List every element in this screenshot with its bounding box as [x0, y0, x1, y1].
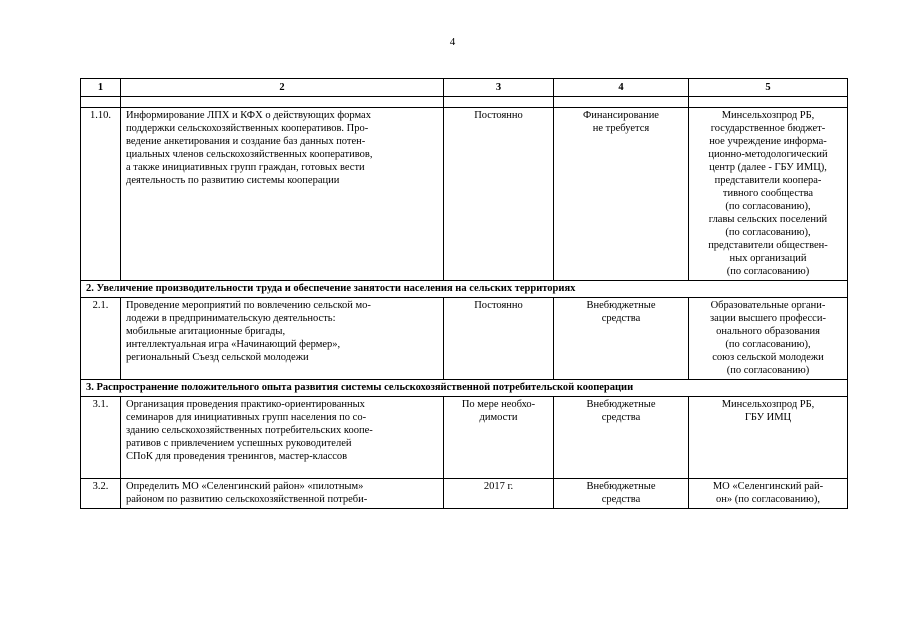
section-heading — [81, 380, 848, 397]
row-term: Постоянно — [444, 108, 554, 281]
row-number: 3.1. — [81, 397, 121, 479]
activities-table — [80, 78, 848, 509]
header-col-2: 2 — [121, 79, 444, 97]
row-term: По мере необхо- димости — [444, 397, 554, 479]
table-row — [81, 397, 848, 479]
row-number: 1.10. — [81, 108, 121, 281]
row-number: 2.1. — [81, 298, 121, 380]
table-header-row — [81, 79, 848, 97]
row-number: 3.2. — [81, 479, 121, 509]
section-heading — [81, 281, 848, 298]
row-description: Информирование ЛПХ и КФХ о действующих формах поддержки сельскохозяйственных кооперативов. Про- ведение анкетирования и создание баз данных потен- циальных членов сельскохозяйственных кооперативов, а также инициативных групп граждан, готовых вести деятельность по развитию системы кооперации — [121, 108, 444, 281]
header-col-3: 3 — [444, 79, 554, 97]
table-row — [81, 298, 848, 380]
row-financing: Финансирование не требуется — [554, 108, 689, 281]
header-col-5: 5 — [689, 79, 848, 97]
table-row — [81, 479, 848, 509]
spacer-row — [81, 97, 848, 108]
row-financing: Внебюджетные средства — [554, 298, 689, 380]
section-3-title: 3. Распространение положительного опыта развития системы сельскохозяйственной потребительской кооперации — [81, 380, 848, 397]
row-description: Проведение мероприятий по вовлечению сельской мо- лодежи в предпринимательскую деятельность: мобильные агитационные бригады, интеллектуальная игра «Начинающий фермер», региональный Съезд сельской молодежи — [121, 298, 444, 380]
row-description: Организация проведения практико-ориентированных семинаров для инициативных групп населения по со- зданию сельскохозяйственных потребительских коопе- ративов с привлечением успешных руководителей СПоК для проведения тренингов, мастер-классов — [121, 397, 444, 479]
row-financing: Внебюджетные средства — [554, 479, 689, 509]
row-term: 2017 г. — [444, 479, 554, 509]
row-financing: Внебюджетные средства — [554, 397, 689, 479]
row-executors: Минсельхозпрод РБ, государственное бюджет- ное учреждение информа- ционно-методологический центр (далее - ГБУ ИМЦ), представители коопера- тивного сообщества (по согласованию), главы сельских поселений (по согласованию), представители обществен- ных организаций (по согласованию) — [689, 108, 848, 281]
page-number: 4 — [449, 36, 456, 48]
header-col-1: 1 — [81, 79, 121, 97]
row-term: Постоянно — [444, 298, 554, 380]
row-executors: Минсельхозпрод РБ, ГБУ ИМЦ — [689, 397, 848, 479]
row-description: Определить МО «Селенгинский район» «пилотным» районом по развитию сельскохозяйственной потреби- — [121, 479, 444, 509]
row-executors: Образовательные органи- зации высшего професси- онального образования (по согласованию), союз сельской молодежи (по согласованию) — [689, 298, 848, 380]
table-row — [81, 108, 848, 281]
header-col-4: 4 — [554, 79, 689, 97]
section-2-title: 2. Увеличение производительности труда и обеспечение занятости населения на сельских территориях — [81, 281, 848, 298]
row-executors: МО «Селенгинский рай- он» (по согласованию), — [689, 479, 848, 509]
